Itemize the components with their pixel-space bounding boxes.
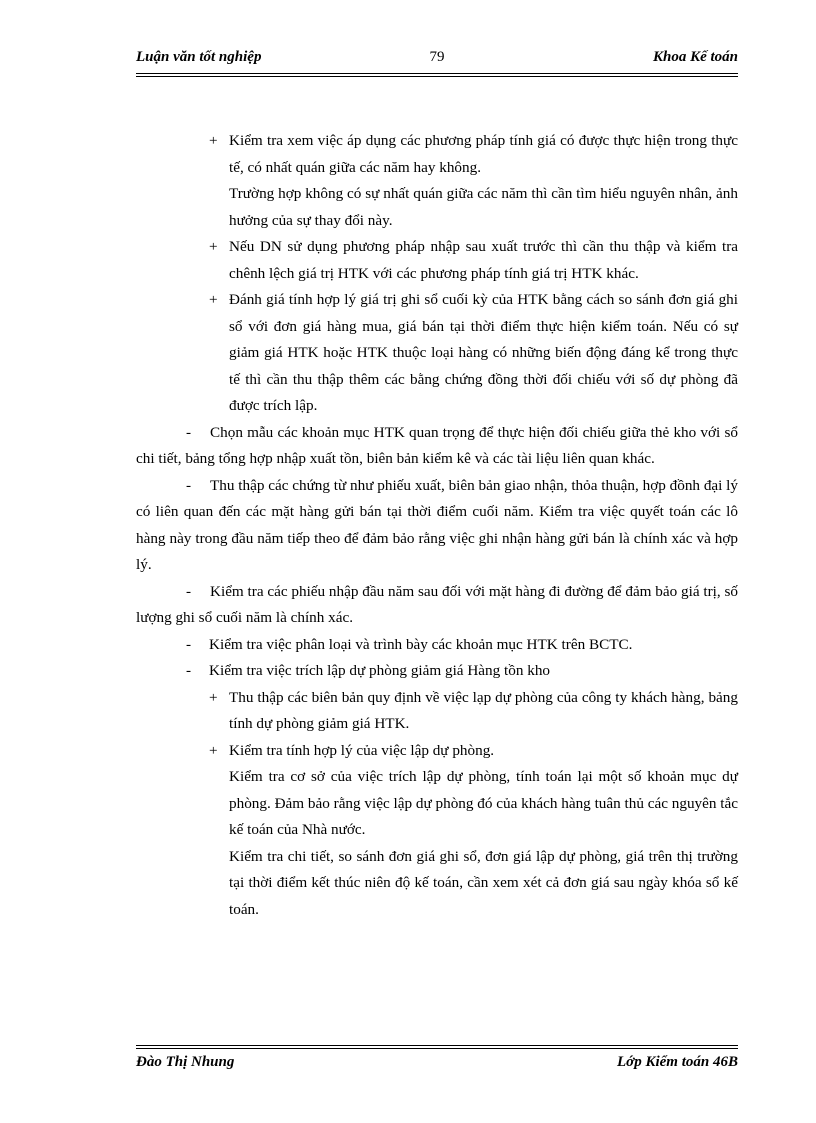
plus-item-collect-provision-records bbox=[136, 685, 738, 738]
plus-marker: + bbox=[209, 741, 218, 759]
continuation-paragraph: Kiểm tra chi tiết, so sánh đơn giá ghi sổ, đơn giá lập dự phòng, giá trên thị trường tại thời điểm kết thúc niên độ kế toán, cần xem xét cả đơn giá sau ngày khóa sổ kế toán. bbox=[229, 847, 738, 918]
item-text: Thu thập các chứng từ như phiếu xuất, biên bản giao nhận, thỏa thuận, hợp đồnh đại lý có liên quan đến các mặt hàng gửi bán tại thời điểm cuối năm. Kiểm tra việc quyết toán các lô hàng này trong đầu năm tiếp theo để đảm bảo rằng việc ghi nhận hàng gửi bán là chính xác và hợp lý. bbox=[136, 476, 738, 573]
item-text: Thu thập các biên bản quy định về việc lạp dự phòng của công ty khách hàng, bảng tính dự phòng giảm giá HTK. bbox=[229, 688, 738, 732]
continuation-paragraph: Kiểm tra cơ sở của việc trích lập dự phòng, tính toán lại một số khoản mục dự phòng. Đảm bảo rằng việc lập dự phòng đó của khách hàng tuân thủ các nguyên tắc kế toán của Nhà nước. bbox=[229, 768, 738, 838]
continuation-paragraph: Trường hợp không có sự nhất quán giữa các năm thì cần tìm hiểu nguyên nhân, ảnh hưởng của sự thay đổi này. bbox=[229, 185, 738, 229]
document-body bbox=[136, 128, 738, 923]
footer-author: Đào Thị Nhung bbox=[136, 1054, 235, 1070]
plus-marker: + bbox=[209, 132, 218, 149]
page-header bbox=[136, 47, 738, 71]
item-text: Kiểm tra các phiếu nhập đầu năm sau đối với mặt hàng đi đường để đảm bảo giá trị, số lượng ghi sổ cuối năm là chính xác. bbox=[136, 582, 738, 626]
dash-item-provision bbox=[136, 658, 738, 685]
page-footer bbox=[136, 1054, 738, 1078]
plus-marker: + bbox=[209, 291, 218, 308]
item-text: Chọn mẫu các khoản mục HTK quan trọng để thực hiện đối chiếu giữa thẻ kho với sổ chi tiết, bảng tổng hợp nhập xuất tồn, biên bản kiểm kê và các tài liệu liên quan khác. bbox=[136, 423, 738, 467]
item-text: Kiểm tra việc phân loại và trình bày các khoản mục HTK trên BCTC. bbox=[209, 635, 633, 653]
dash-item-collect-documents bbox=[136, 473, 738, 579]
page-number: 79 bbox=[429, 49, 445, 65]
header-divider bbox=[136, 73, 738, 74]
dash-item-classification bbox=[136, 632, 738, 659]
dash-marker: - bbox=[186, 582, 192, 600]
header-thesis-title: Luận văn tốt nghiệp bbox=[136, 49, 262, 65]
plus-item-apply-methods bbox=[136, 128, 738, 181]
dash-marker: - bbox=[186, 635, 192, 653]
footer-divider-secondary bbox=[136, 1048, 738, 1049]
plus-item-check-reasonableness bbox=[136, 738, 738, 765]
plus-marker: + bbox=[209, 688, 218, 706]
footer-class: Lớp Kiểm toán 46B bbox=[617, 1054, 738, 1070]
dash-marker: - bbox=[186, 423, 192, 441]
item-text: Kiểm tra việc trích lập dự phòng giảm giá Hàng tồn kho bbox=[209, 662, 551, 679]
plus-item-lifo-method bbox=[136, 234, 738, 287]
dash-marker: - bbox=[186, 476, 192, 494]
plus-item-evaluate-book-value bbox=[136, 287, 738, 420]
item-text: Nếu DN sử dụng phương pháp nhập sau xuất trước thì cần thu thập và kiểm tra chênh lệch giá trị HTK với các phương pháp tính giá trị HTK khác. bbox=[229, 238, 738, 282]
header-department: Khoa Kế toán bbox=[652, 49, 738, 65]
item-text: Kiểm tra tính hợp lý của việc lập dự phòng. bbox=[229, 741, 495, 759]
dash-marker: - bbox=[186, 662, 192, 679]
plus-marker: + bbox=[209, 238, 218, 255]
header-divider-secondary bbox=[136, 76, 738, 77]
item-text: Kiểm tra xem việc áp dụng các phương pháp tính giá có được thực hiện trong thực tế, có nhất quán giữa các năm hay không. bbox=[229, 132, 738, 176]
dash-item-check-receipts bbox=[136, 579, 738, 632]
item-text: Đánh giá tính hợp lý giá trị ghi sổ cuối kỳ của HTK bằng cách so sánh đơn giá ghi sổ với đơn giá hàng mua, giá bán tại thời điểm thực hiện kiểm toán. Nếu có sự giảm giá HTK hoặc HTK thuộc loại hàng có những biến động đáng kể trong thực tế thì cần thu thập thêm các bằng chứng đồng thời đối chiếu với số dự phòng đã được trích lập. bbox=[229, 291, 738, 414]
footer-divider bbox=[136, 1045, 738, 1046]
dash-item-sample-selection bbox=[136, 420, 738, 473]
